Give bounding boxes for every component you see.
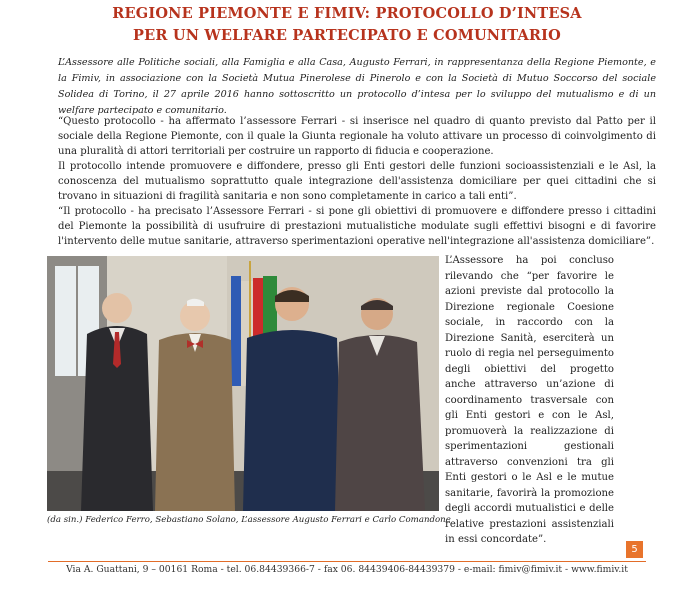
page-number-badge: 5: [626, 541, 643, 558]
body-text: [58, 114, 656, 249]
article-title-line-1: REGIONE PIEMONTE E FIMIV: PROTOCOLLO D’INTESA: [112, 5, 582, 22]
body-paragraph-1: “Questo protocollo - ha affermato l’assessore Ferrari - si inserisce nel quadro di quanto previsto dal Patto per il sociale della Regione Piemonte, con il quale la Giunta regionale ha voluto attivare un processo di coinvolgimento di una pluralità di attori territoriali per costruire un rapporto di fiducia e cooperazione.: [58, 116, 656, 157]
body-paragraph-3: “Il protocollo - ha precisato l’Assessore Ferrari - si pone gli obiettivi di promuovere e diffondere presso i cittadini del Piemonte la possibilità di usufruire di prestazioni mutualistiche modulate sugli effettivi bisogni e di favorire l'intervento delle mutue sanitarie, attraverso sperimentazioni operative nell'integrazione all'assistenza domiciliare”.: [58, 206, 656, 247]
photo-caption: (da sin.) Federico Ferro, Sebastiano Solano, L’assessore Augusto Ferrari e Carlo Comandone: [47, 515, 451, 525]
intro-paragraph: L’Assessore alle Politiche sociali, alla Famiglia e alla Casa, Augusto Ferrari, in rappresentanza della Regione Piemonte, e la Fimiv, in associazione con la Società Mutua Pinerolese di Pinerolo e con la Società di Mutuo Soccorso del sociale Solidea di Torino, il 27 aprile 2016 hanno sottoscritto un protocollo d’intesa per lo sviluppo del mutualismo e di un welfare partecipato e comunitario.: [58, 57, 656, 116]
side-column-text: L’Assessore ha poi concluso rilevando che “per favorire le azioni previste dal protocollo la Direzione regionale Coesione sociale, in raccordo con la Direzione Sanità, eserciterà un ruolo di regia nel perseguimento degli obiettivi del progetto anche attraverso un’azione di coordinamento trasversale con gli Enti gestori e con le Asl, promuoverà la realizzazione di sperimentazioni gestionali attraverso convenzioni tra gli Enti gestori o le Asl e le mutue sanitarie, favorirà la promozione degli accordi mutualistici e delle relative prestazioni assistenziali in essi concordate”.: [445, 255, 614, 545]
footer-divider: [48, 561, 646, 562]
body-paragraph-2: Il protocollo intende promuovere e diffondere, presso gli Enti gestori delle funzioni socioassistenziali e le Asl, la conoscenza del mutualismo soprattutto quale integrazione dell'assistenza domiciliare per quei cittadini che si trovano in situazioni di fragilità sanitaria e non sono completamente in carico a tali enti”.: [58, 161, 656, 202]
group-photo: [47, 256, 439, 511]
footer-contact: Via A. Guattani, 9 – 00161 Roma - tel. 06.84439366-7 - fax 06. 84439406-84439379 - e-mail: fimiv@fimiv.it - www.fimiv.it: [66, 564, 628, 575]
article-title-line-2: PER UN WELFARE PARTECIPATO E COMUNITARIO: [133, 27, 561, 44]
